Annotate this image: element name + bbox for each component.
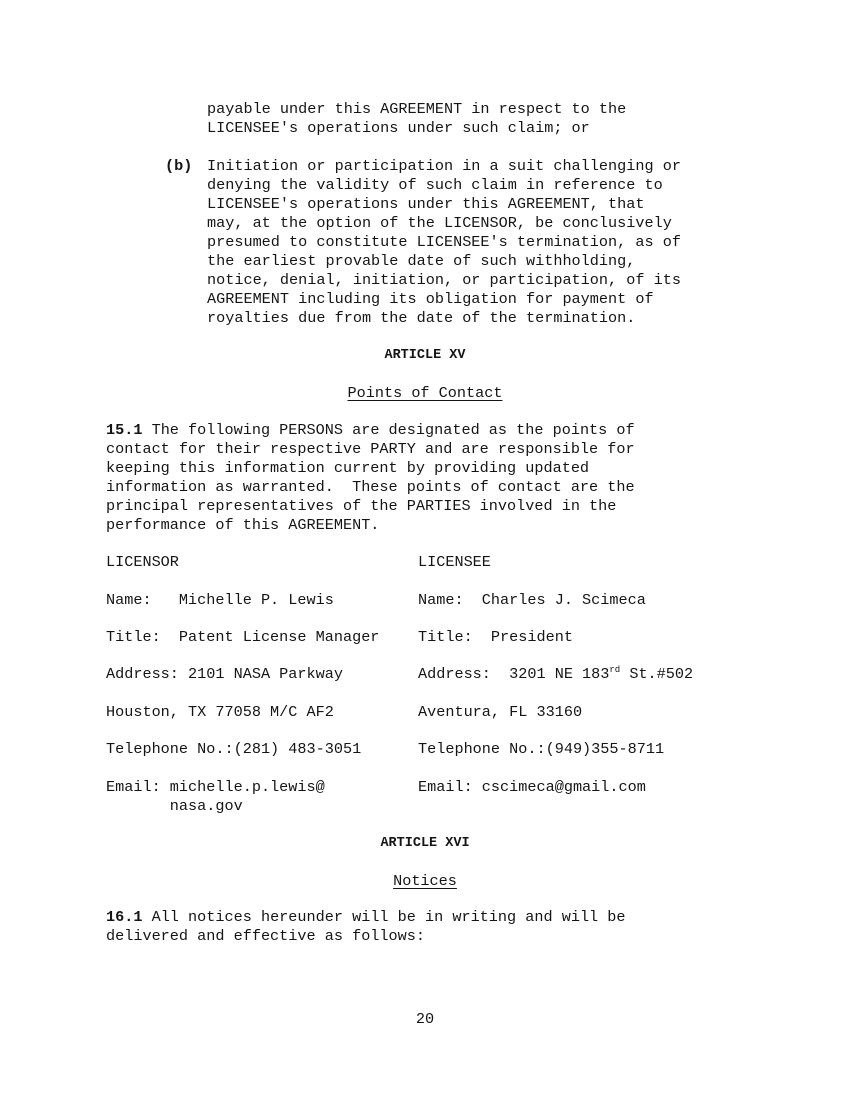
clause-16-1-line-2: delivered and effective as follows: — [106, 927, 425, 945]
licensor-title: Title: Patent License Manager — [106, 628, 380, 646]
article-16-title — [0, 872, 850, 891]
para-a-line-2: LICENSEE's operations under such claim; or — [207, 119, 590, 137]
clause-16-1-number: 16.1 — [106, 908, 143, 926]
article-16-heading: ARTICLE XVI — [380, 836, 470, 851]
clause-15-1-line-2: contact for their respective PARTY and are responsible for — [106, 440, 635, 458]
clause-15-1-number: 15.1 — [106, 421, 143, 439]
licensee-phone: Telephone No.:(949)355-8711 — [418, 740, 665, 758]
para-b-line-1: Initiation or participation in a suit challenging or — [207, 157, 681, 175]
licensee-city: Aventura, FL 33160 — [418, 703, 583, 721]
licensee-email: Email: cscimeca@gmail.com — [418, 778, 646, 796]
licensor-name: Name: Michelle P. Lewis — [106, 591, 334, 609]
licensee-address-main: Address: 3201 NE 183 — [418, 665, 610, 683]
licensor-phone: Telephone No.:(281) 483-3051 — [106, 740, 362, 758]
licensee-heading: LICENSEE — [418, 553, 491, 571]
para-b-line-7: notice, denial, initiation, or participation, of its — [207, 271, 681, 289]
clause-15-1-line-1 — [106, 421, 635, 440]
clause-15-1-line-3: keeping this information current by providing updated — [106, 459, 590, 477]
para-b-line-4: may, at the option of the LICENSOR, be conclusively — [207, 214, 672, 232]
clause-15-1-line-6: performance of this AGREEMENT. — [106, 516, 380, 534]
article-15-title — [0, 384, 850, 403]
para-b-line-9: royalties due from the date of the termination. — [207, 309, 636, 327]
para-b-line-5: presumed to constitute LICENSEE's termination, as of — [207, 233, 681, 251]
licensee-name: Name: Charles J. Scimeca — [418, 591, 646, 609]
page-number: 20 — [415, 1010, 435, 1028]
para-b-line-6: the earliest provable date of such withholding, — [207, 252, 636, 270]
licensee-address — [418, 665, 693, 684]
licensee-address-suite: St.#502 — [620, 665, 694, 683]
licensee-title: Title: President — [418, 628, 573, 646]
article-15-heading: ARTICLE XV — [384, 348, 466, 363]
clause-16-1-line-1 — [106, 908, 626, 927]
para-b-label: (b) — [165, 157, 193, 175]
licensee-address-ordinal: rd — [609, 665, 621, 675]
para-b-line-3: LICENSEE's operations under this AGREEMENT, that — [207, 195, 645, 213]
article-16-title-text: Notices — [393, 872, 457, 890]
licensor-email-line-2: nasa.gov — [106, 797, 243, 815]
para-b-line-2: denying the validity of such claim in reference to — [207, 176, 663, 194]
clause-16-1-text: All notices hereunder will be in writing and will be — [142, 908, 626, 926]
licensor-email-line-1: Email: michelle.p.lewis@ — [106, 778, 325, 796]
article-15-title-text: Points of Contact — [347, 384, 503, 402]
clause-15-1-line-5: principal representatives of the PARTIES involved in the — [106, 497, 617, 515]
para-b-line-8: AGREEMENT including its obligation for payment of — [207, 290, 654, 308]
licensor-address: Address: 2101 NASA Parkway — [106, 665, 343, 683]
licensor-city: Houston, TX 77058 M/C AF2 — [106, 703, 334, 721]
licensor-heading: LICENSOR — [106, 553, 179, 571]
para-a-line-1: payable under this AGREEMENT in respect to the — [207, 100, 627, 118]
clause-15-1-line-4: information as warranted. These points of contact are the — [106, 478, 635, 496]
clause-15-1-text: The following PERSONS are designated as the points of — [142, 421, 635, 439]
